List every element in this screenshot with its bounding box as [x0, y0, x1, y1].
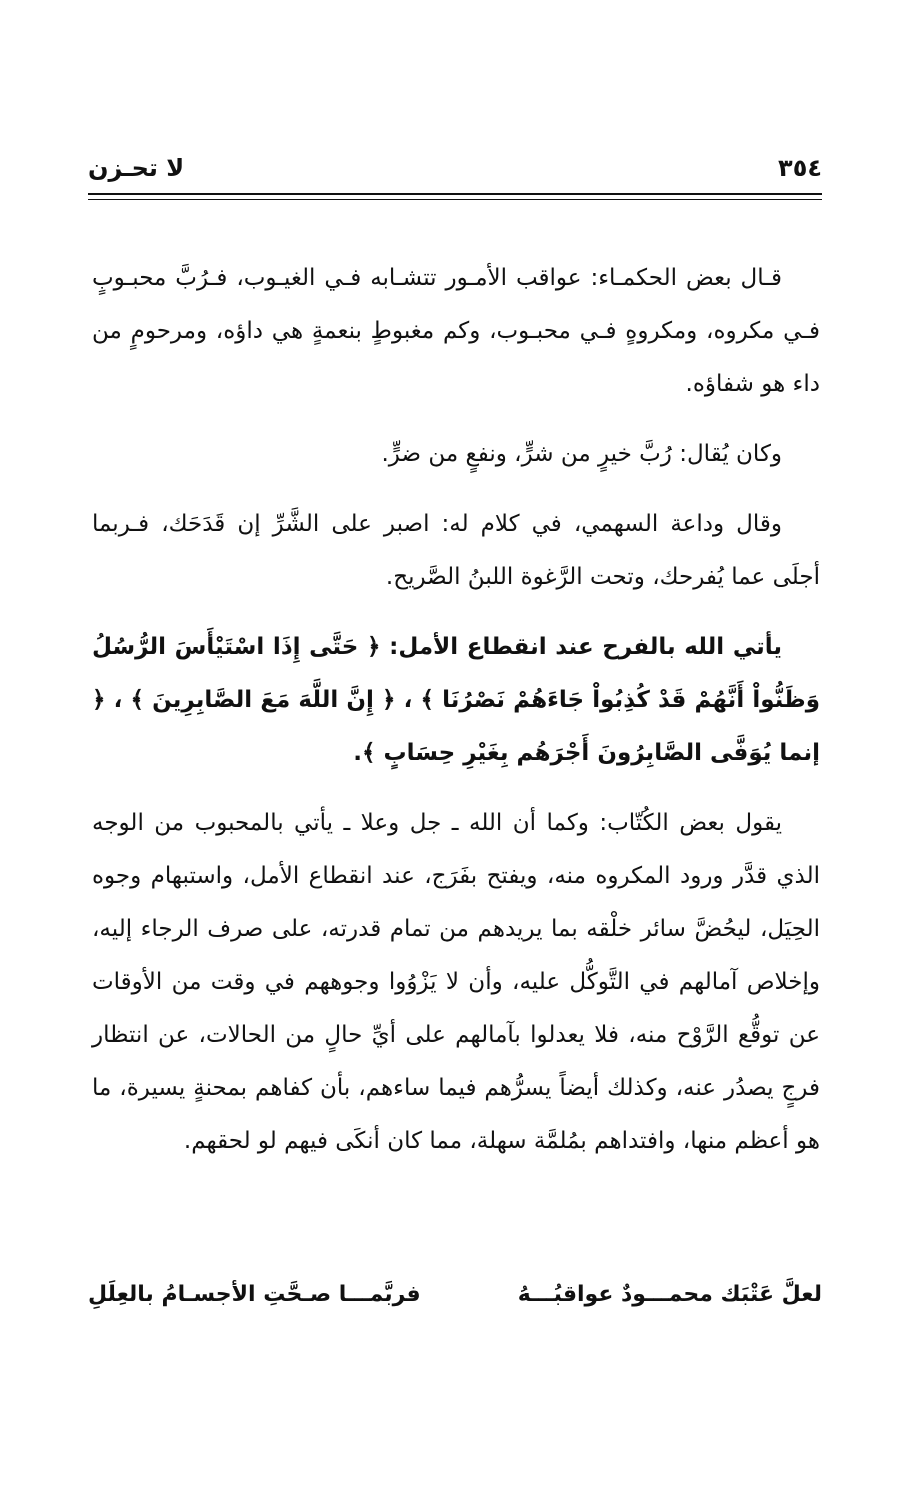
page-number: ٣٥٤: [778, 154, 822, 182]
paragraph-proverb: وكان يُقال: رُبَّ خيرٍ من شرٍّ، ونفعٍ من ضرٍّ.: [381, 441, 782, 467]
page-header: [88, 150, 822, 186]
header-rule-thick: [88, 193, 822, 195]
verse-second-hemistich: فربَّمـــا صـحَّتِ الأجسـامُ بالعِلَلِ: [88, 1282, 421, 1307]
header-rule-thin: [88, 199, 822, 200]
verse-first-hemistich: لعلَّ عَتْبَك محمـــودٌ عواقبُـــهُ: [517, 1282, 822, 1307]
paragraph-wise-saying: قـال بعض الحكمـاء: عواقب الأمـور تتشـابه فـي الغيـوب، فـرُبَّ محبـوبٍ فـي مكروه، ومكروهٍ فـي محبـوب، وكم مغبوطٍ بنعمةٍ هي داؤه، ومرحومٍ من داء هو شفاؤه.: [92, 265, 820, 397]
poetry-verse: [88, 1282, 822, 1322]
paragraph-writer-quote: يقول بعض الكُتّاب: وكما أن الله ـ جل وعلا ـ يأتي بالمحبوب من الوجه الذي قدَّر ورود المكروه منه، ويفتح بفَرَج، عند انقطاع الأمل، واستبهام وجوه الحِيَل، ليحُضَّ سائر خلْقه بما يريدهم من تمام قدرته، على صرف الرجاء إليه، وإخلاص آمالهم في التَّوكُّل عليه، وأن لا يَزْوُوا وجوههم في وقت من الأوقات عن توقُّع الرَّوْح منه، فلا يعدلوا بآمالهم على أيِّ حالٍ من الحالات، عن انتظار فرجٍ يصدُر عنه، وكذلك أيضاً يسرُّهم فيما ساءهم، بأن كفاهم بمحنةٍ يسيرة، ما هو أعظم منها، وافتداهم بمُلمَّة سهلة، مما كان أنكَى فيهم لو لحقهم.: [92, 810, 820, 1154]
paragraph-wadaa-sahmi: وقال وداعة السهمي، في كلام له: اصبر على الشَّرِّ إن قَدَحَك، فـربما أجلَى عما يُفرحك، وتحت الرَّغوة اللبنُ الصَّريح.: [92, 511, 820, 590]
body-text: [92, 252, 820, 1185]
paragraph-quran-verses: يأتي الله بالفرح عند انقطاع الأمل: ﴿ حَتَّى إِذَا اسْتَيْأَسَ الرُّسُلُ وَظَنُّواْ أَنَّهُمْ قَدْ كُذِبُواْ جَاءَهُمْ نَصْرُنَا ﴾ ، ﴿ إِنَّ اللَّهَ مَعَ الصَّابِرِينَ ﴾ ، ﴿ إنما يُوَفَّى الصَّابِرُونَ أَجْرَهُم بِغَيْرِ حِسَابٍ ﴾.: [92, 634, 820, 766]
running-title: لا تحـزن: [88, 154, 185, 182]
